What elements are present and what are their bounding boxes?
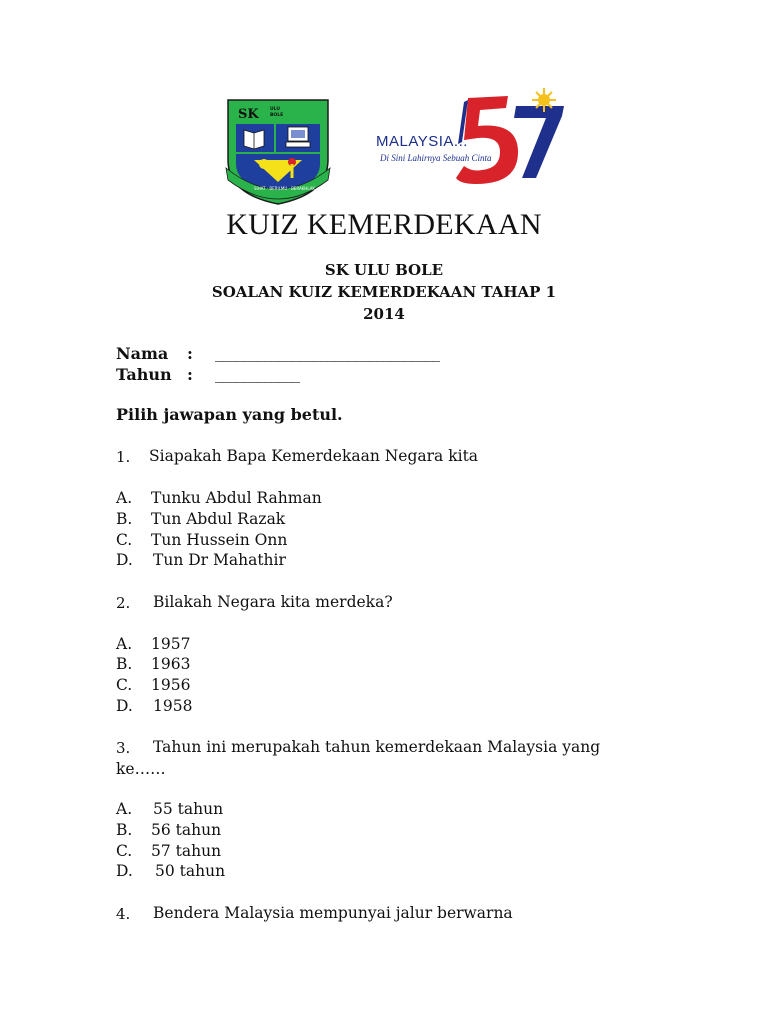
option-letter: B. <box>116 655 133 673</box>
option-letter: D. <box>116 862 133 880</box>
merdeka-logo-text: MALAYSIA... <box>376 133 468 150</box>
option-text[interactable]: 55 tahun <box>153 800 224 818</box>
option-text[interactable]: 1963 <box>151 655 191 673</box>
merdeka-logo-tagline: Di Sini Lahirnya Sebuah Cinta <box>380 153 492 163</box>
question-number: 1. <box>116 448 131 466</box>
option-letter: D. <box>116 551 133 569</box>
option-text[interactable]: Tun Hussein Onn <box>151 531 288 549</box>
option-letter: C. <box>116 531 133 549</box>
option-text[interactable]: 1957 <box>151 635 191 653</box>
question-text: Bilakah Negara kita merdeka? <box>153 593 393 611</box>
option-text[interactable]: 50 tahun <box>155 862 226 880</box>
quiz-subtitle: SOALAN KUIZ KEMERDEKAAN TAHAP 1 <box>211 283 557 301</box>
option-letter: B. <box>116 510 133 528</box>
year-field[interactable]: ____________ <box>215 364 299 383</box>
option-letter: C. <box>116 676 133 694</box>
option-letter: A. <box>116 635 133 653</box>
year-label: Tahun <box>116 365 172 384</box>
option-text[interactable]: 1956 <box>151 676 191 694</box>
option-letter: B. <box>116 821 133 839</box>
crest-sk-text: SK <box>238 107 259 122</box>
question-number: 4. <box>116 905 131 923</box>
svg-text:ULU: ULU <box>270 107 281 112</box>
question-text: Tahun ini merupakah tahun kemerdekaan Malaysia yang <box>153 738 601 756</box>
question-text: Bendera Malaysia mempunyai jalur berwarna <box>153 904 513 922</box>
name-field[interactable]: ________________________________ <box>215 343 439 362</box>
option-letter: A. <box>116 800 133 818</box>
school-name: SK ULU BOLE <box>324 261 444 279</box>
quiz-year: 2014 <box>363 305 405 323</box>
option-text[interactable]: 57 tahun <box>151 842 222 860</box>
option-text[interactable]: Tun Dr Mahathir <box>153 551 286 569</box>
svg-text:BOLE: BOLE <box>270 113 284 118</box>
name-colon: : <box>187 344 193 363</box>
year-colon: : <box>187 365 193 384</box>
option-text[interactable]: 56 tahun <box>151 821 222 839</box>
option-text[interactable]: 1958 <box>153 697 193 715</box>
option-text[interactable]: Tun Abdul Razak <box>151 510 286 528</box>
question-text-continued: ke…… <box>116 760 166 778</box>
option-letter: A. <box>116 489 133 507</box>
question-number: 3. <box>116 739 131 757</box>
question-number: 2. <box>116 594 131 612</box>
school-crest-logo <box>224 98 332 206</box>
name-label: Nama <box>116 344 169 363</box>
page-title: KUIZ KEMERDEKAAN <box>226 208 542 241</box>
question-text: Siapakah Bapa Kemerdekaan Negara kita <box>149 447 479 465</box>
svg-text:SIHAT · BERILMU · BERAKHLAK: SIHAT · BERILMU · BERAKHLAK <box>254 186 315 191</box>
option-text[interactable]: Tunku Abdul Rahman <box>151 489 322 507</box>
option-letter: D. <box>116 697 133 715</box>
instruction-text: Pilih jawapan yang betul. <box>116 405 343 424</box>
option-letter: C. <box>116 842 133 860</box>
